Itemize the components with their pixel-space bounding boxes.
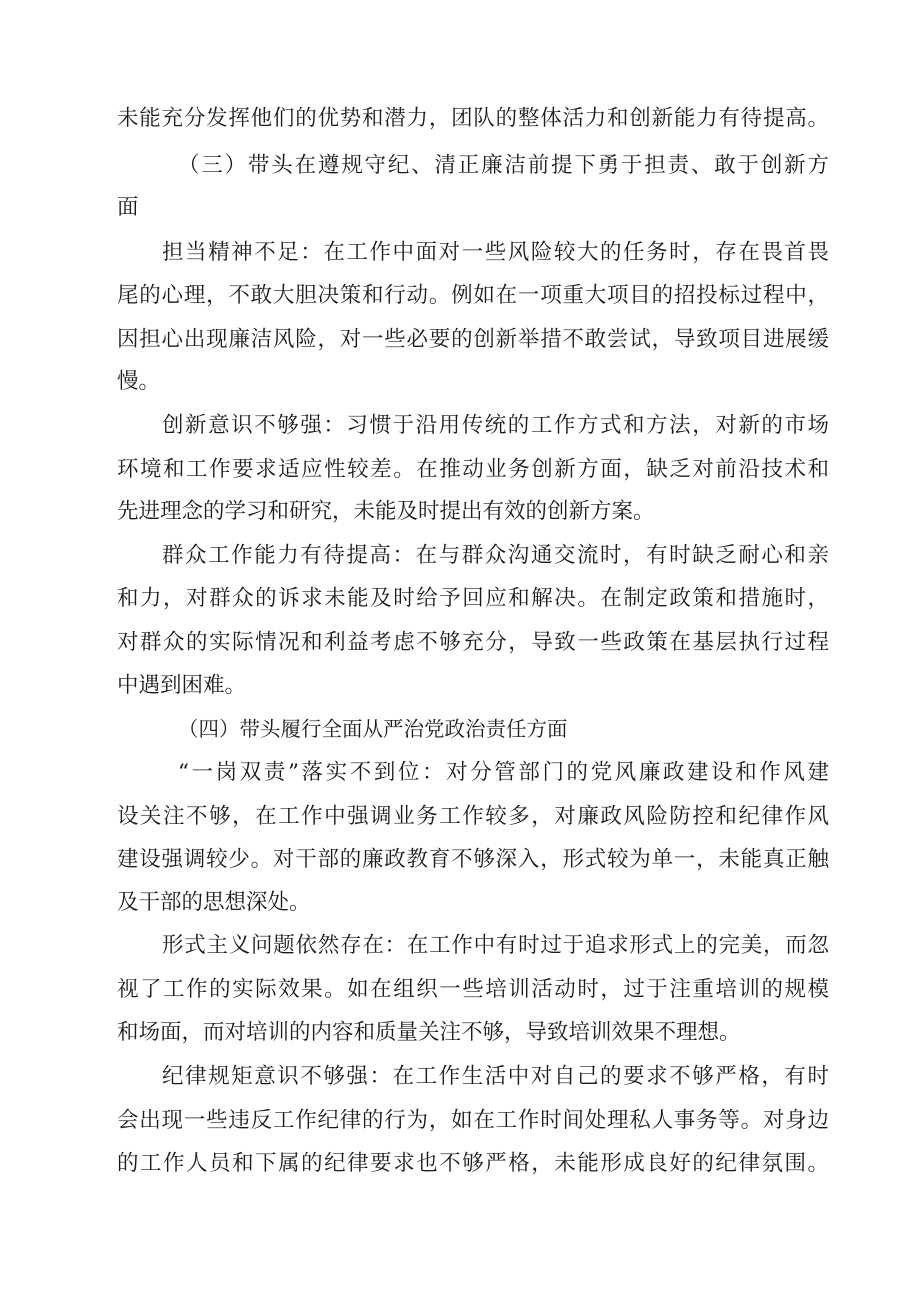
paragraph-first-line: 担当精神不足：在工作中面对一些风险较大的任务时，存在畏首畏 xyxy=(162,240,829,265)
paragraph-first-line: 纪律规矩意识不够强：在工作生活中对自己的要求不够严格，有时 xyxy=(162,1064,829,1089)
section-heading-4: （四）带头履行全面从严治党政治责任方面 xyxy=(178,717,568,741)
body-line: 视了工作的实际效果。如在组织一些培训活动时，过于注重培训的规模 xyxy=(117,977,829,1002)
body-line: 慢。 xyxy=(117,369,161,394)
body-line: 尾的心理，不敢大胆决策和行动。例如在一项重大项目的招投标过程中， xyxy=(117,283,829,308)
body-line: 和力，对群众的诉求未能及时给予回应和解决。在制定政策和措施时， xyxy=(117,586,829,611)
body-line: 对群众的实际情况和利益考虑不够充分，导致一些政策在基层执行过程 xyxy=(117,630,829,655)
body-line: 先进理念的学习和研究，未能及时提出有效的创新方案。 xyxy=(117,499,655,524)
body-line: 建设强调较少。对干部的廉政教育不够深入，形式较为单一，未能真正触 xyxy=(117,847,829,872)
body-line: 环境和工作要求适应性较差。在推动业务创新方面，缺乏对前沿技术和 xyxy=(117,457,829,482)
paragraph-first-line: 形式主义问题依然存在：在工作中有时过于追求形式上的完美，而忽 xyxy=(162,933,829,958)
body-line: 的工作人员和下属的纪律要求也不够严格，未能形成良好的纪律氛围。 xyxy=(117,1151,829,1176)
body-line: 因担心出现廉洁风险，对一些必要的创新举措不敢尝试，导致项目进展缓 xyxy=(117,327,829,352)
body-line: 及干部的思想深处。 xyxy=(117,890,311,915)
body-line: 未能充分发挥他们的优势和潜力，团队的整体活力和创新能力有待提高。 xyxy=(117,106,829,131)
body-line: 中遇到困难。 xyxy=(117,673,247,698)
body-line: 和场面，而对培训的内容和质量关注不够，导致培训效果不理想。 xyxy=(117,1020,741,1045)
body-line: 会出现一些违反工作纪律的行为，如在工作时间处理私人事务等。对身边 xyxy=(117,1108,829,1133)
paragraph-first-line: “一岗双责”落实不到位：对分管部门的党风廉政建设和作风建 xyxy=(178,760,829,785)
section-heading-3-continued: 面 xyxy=(117,195,139,220)
paragraph-first-line: 群众工作能力有待提高：在与群众沟通交流时，有时缺乏耐心和亲 xyxy=(162,543,829,568)
paragraph-first-line: 创新意识不够强：习惯于沿用传统的工作方式和方法，对新的市场 xyxy=(162,413,829,438)
body-line: 设关注不够，在工作中强调业务工作较多，对廉政风险防控和纪律作风 xyxy=(117,804,829,829)
section-heading-3: （三）带头在遵规守纪、清正廉洁前提下勇于担责、敢于创新方 xyxy=(178,153,829,178)
